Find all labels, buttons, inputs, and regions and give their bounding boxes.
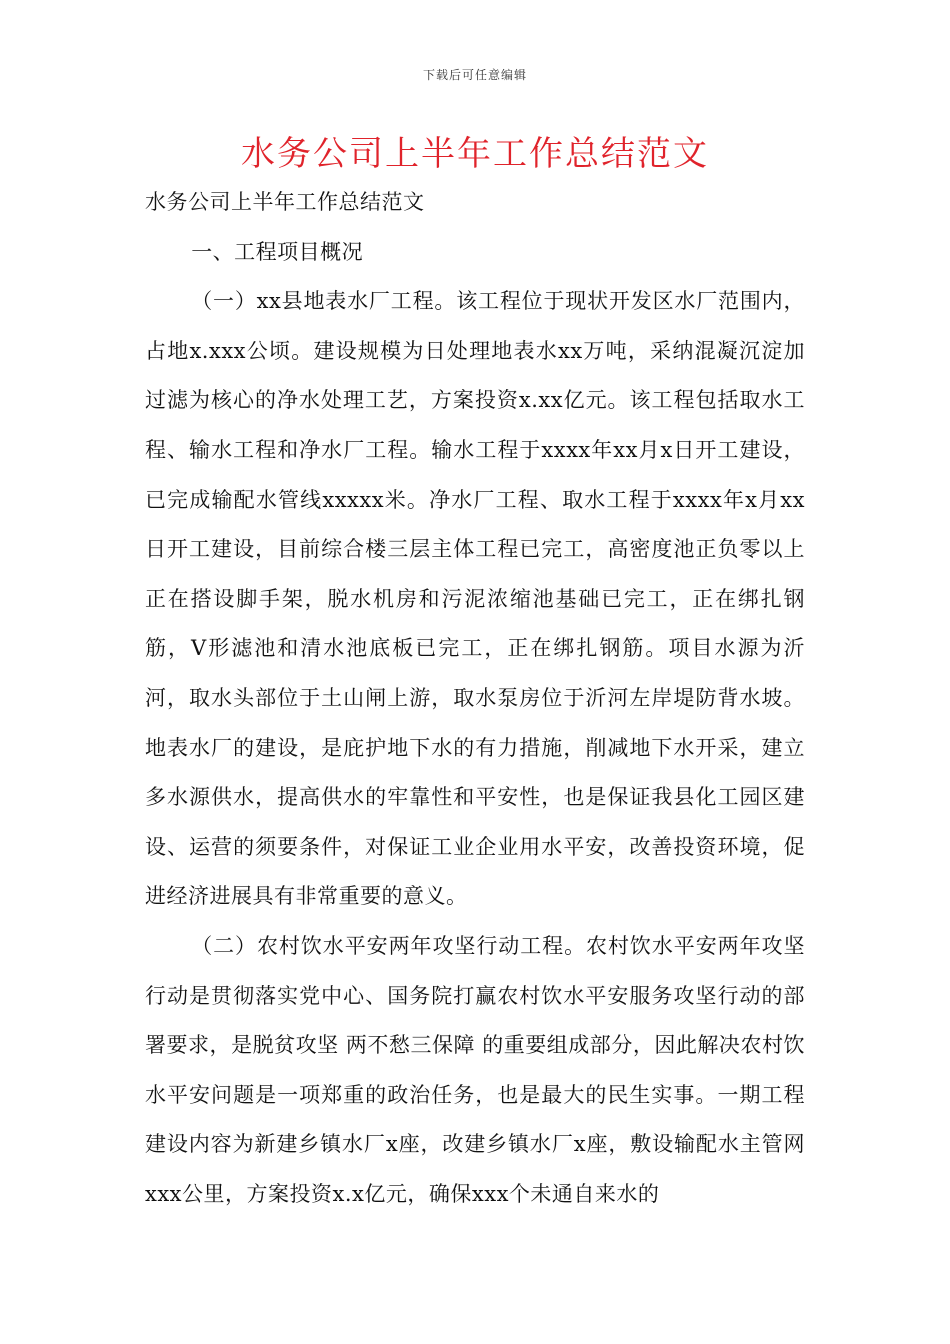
document-subtitle: 水务公司上半年工作总结范文 (145, 190, 425, 214)
document-body (145, 178, 805, 1219)
document-title: 水务公司上半年工作总结范文 (241, 134, 709, 174)
header-note: 下载后可任意编辑 (422, 68, 527, 82)
section-heading: 一、工程项目概况 (191, 239, 364, 264)
paragraph-1: （一）xx县地表水厂工程。该工程位于现状开发区水厂范围内，占地x.xxx公顷。建设规模为日处理地表水xx万吨，采纳混凝沉淀加过滤为核心的净水处理工艺，方案投资x.xx亿元。该工程包括取水工程、输水工程和净水厂工程。输水工程于xxxx年xx月x日开工建设，已完成输配水管线xxxxx米。净水厂工程、取水工程于xxxx年x月xx日开工建设，目前综合楼三层主体工程已完工，高密度池正负零以上正在搭设脚手架，脱水机房和污泥浓缩池基础已完工，正在绑扎钢筋，V形滤池和清水池底板已完工，正在绑扎钢筋。项目水源为沂河，取水头部位于土山闸上游，取水泵房位于沂河左岸堤防背水坡。地表水厂的建设，是庇护地下水的有力措施，削减地下水开采，建立多水源供水，提高供水的牢靠性和平安性，也是保证我县化工园区建设、运营的须要条件，对保证工业企业用水平安，改善投资环境，促进经济进展具有非常重要的意义。 (145, 289, 805, 909)
paragraph-2: （二）农村饮水平安两年攻坚行动工程。农村饮水平安两年攻坚行动是贯彻落实党中心、国务院打赢农村饮水平安服务攻坚行动的部署要求，是脱贫攻坚 两不愁三保障 的重要组成部分，因此解决农村饮水平安问题是一项郑重的政治任务，也是最大的民生实事。一期工程建设内容为新建乡镇水厂x座，改建乡镇水厂x座，敷设输配水主管网xxx公里，方案投资x.x亿元，确保xxx个未通自来水的 (145, 933, 805, 1206)
